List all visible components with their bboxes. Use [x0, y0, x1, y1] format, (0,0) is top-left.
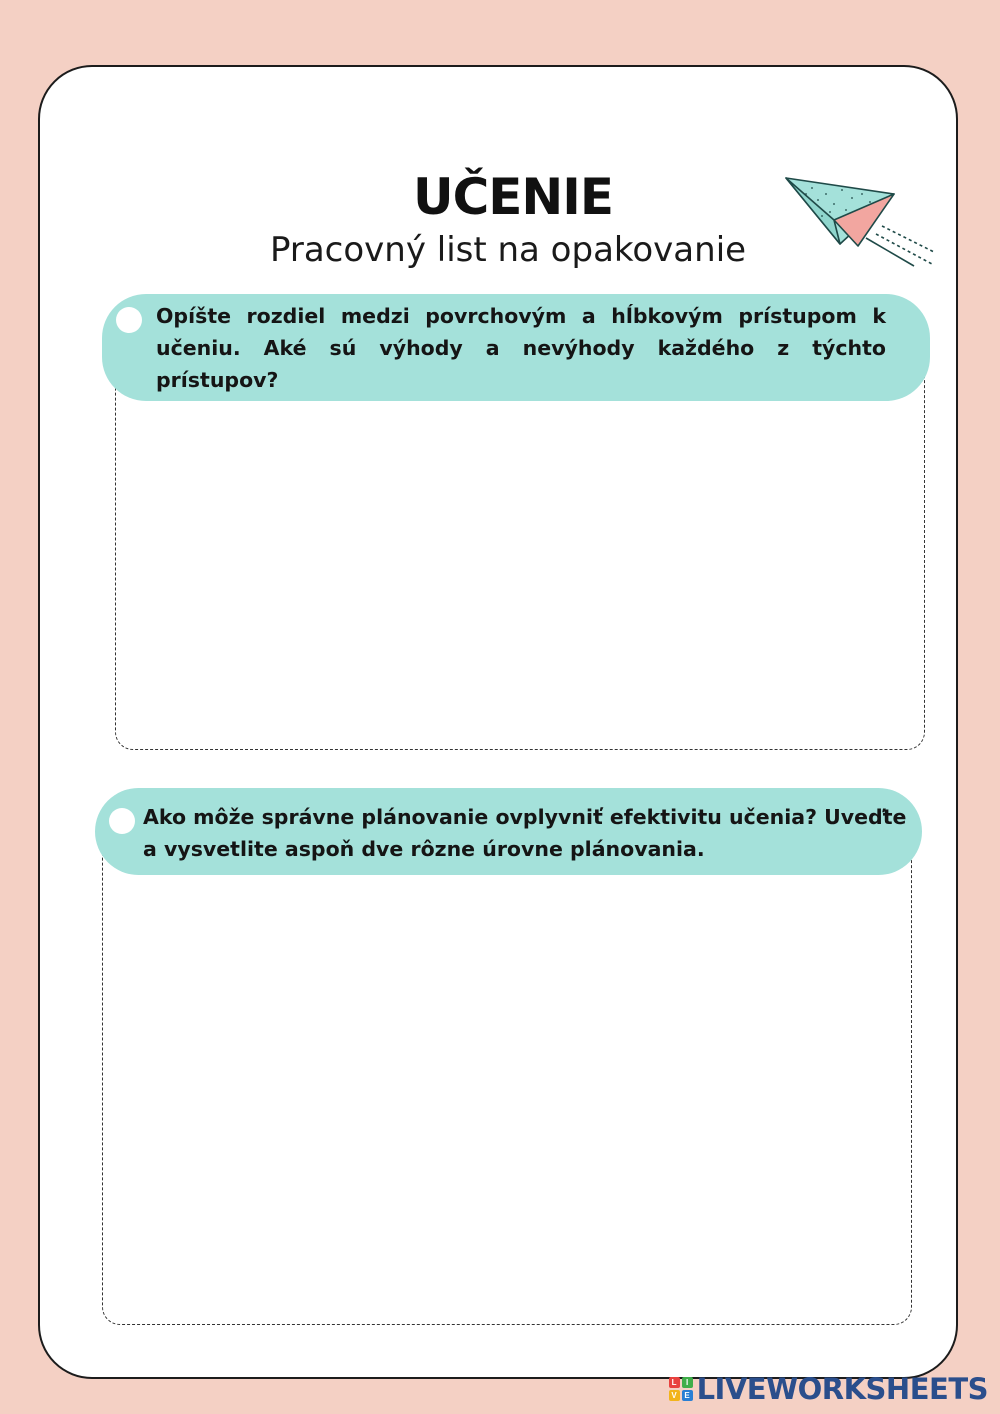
logo-letter: L [669, 1377, 680, 1388]
logo-letter: I [682, 1377, 693, 1388]
answer-input-2[interactable] [103, 836, 911, 1324]
question-pill-1 [102, 294, 930, 401]
paper-plane-icon [782, 172, 938, 272]
page-title: UČENIE [412, 168, 614, 226]
question-1-text: Opíšte rozdiel medzi povrchovým a hĺbkovým prístupom k učeniu. Aké sú výhody a nevýhody každého z týchto prístupov? [156, 304, 886, 392]
bullet-icon [116, 307, 142, 333]
page-subtitle: Pracovný list na opakovanie [269, 230, 747, 270]
liveworksheets-logo-icon [669, 1377, 693, 1401]
logo-letter: V [669, 1390, 680, 1401]
question-pill-2 [95, 788, 922, 875]
bullet-icon [109, 808, 135, 834]
answer-box-1[interactable] [115, 345, 925, 750]
question-2-text: Ako môže správne plánovanie ovplyvniť efektivitu učenia? Uveďte a vysvetlite aspoň dve rôzne úrovne plánovania. [143, 805, 907, 861]
logo-letter: E [682, 1390, 693, 1401]
brand-name: LIVEWORKSHEETS [696, 1372, 988, 1406]
answer-input-1[interactable] [116, 346, 924, 749]
answer-box-2[interactable] [102, 835, 912, 1325]
liveworksheets-brand [669, 1372, 988, 1406]
